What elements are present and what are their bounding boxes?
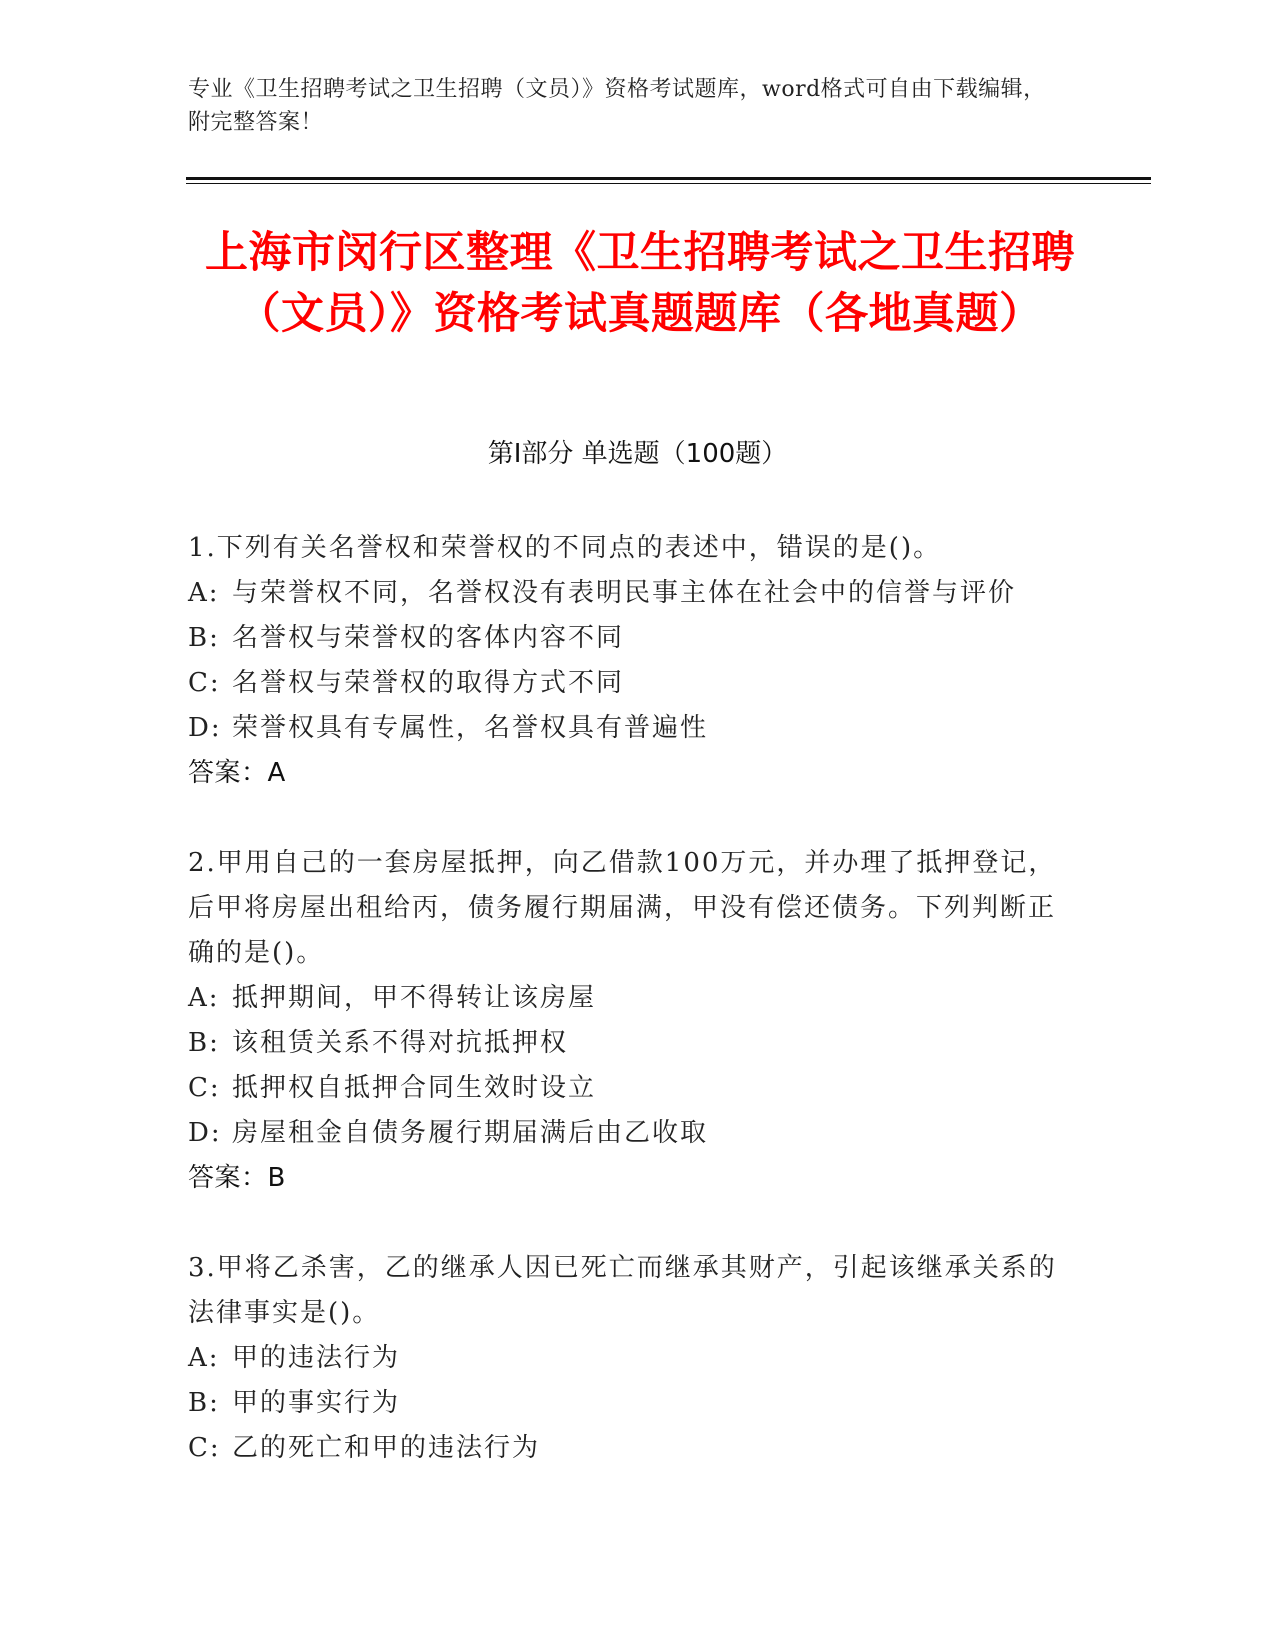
option-b: [188, 1021, 1058, 1066]
option-text: 房屋租金自债务履行期届满后由乙收取: [232, 1118, 709, 1148]
header-divider-thick: [186, 177, 1151, 180]
option-letter: D:: [188, 713, 222, 743]
option-text: 乙的死亡和甲的违法行为: [232, 1433, 541, 1463]
option-text: 抵押期间，甲不得转让该房屋: [232, 983, 597, 1013]
option-text: 荣誉权具有专属性，名誉权具有普遍性: [232, 713, 709, 743]
option-b: [188, 616, 1058, 661]
section-heading: 第Ⅰ部分 单选题（100题）: [487, 439, 788, 469]
option-c: [188, 1066, 1058, 1111]
question-item: [188, 1246, 1058, 1471]
option-a: [188, 571, 1058, 616]
option-letter: B:: [188, 623, 220, 653]
option-text: 抵押权自抵押合同生效时设立: [232, 1073, 597, 1103]
option-text: 该租赁关系不得对抗抵押权: [232, 1028, 569, 1058]
option-letter: A:: [188, 578, 220, 608]
answer-line: 答案：A: [188, 758, 286, 788]
option-text: 与荣誉权不同，名誉权没有表明民事主体在社会中的信誉与评价: [232, 578, 1017, 608]
option-c: [188, 1426, 1058, 1471]
option-a: [188, 1336, 1058, 1381]
document-title: 上海市闵行区整理《卫生招聘考试之卫生招聘（文员）》资格考试真题题库（各地真题）: [205, 228, 1075, 339]
option-b: [188, 1381, 1058, 1426]
option-letter: A:: [188, 1343, 220, 1373]
option-text: 名誉权与荣誉权的客体内容不同: [232, 623, 625, 653]
option-letter: C:: [188, 1073, 221, 1103]
question-item: [188, 841, 1058, 1201]
question-stem: 3.甲将乙杀害，乙的继承人因已死亡而继承其财产，引起该继承关系的法律事实是()。: [188, 1253, 1057, 1328]
option-text: 甲的事实行为: [232, 1388, 401, 1418]
option-letter: B:: [188, 1388, 220, 1418]
option-a: [188, 976, 1058, 1021]
option-letter: C:: [188, 1433, 221, 1463]
option-letter: B:: [188, 1028, 220, 1058]
option-c: [188, 661, 1058, 706]
option-d: [188, 706, 1058, 751]
option-d: [188, 1111, 1058, 1156]
answer-line: 答案：B: [188, 1163, 286, 1193]
question-stem: 2.甲用自己的一套房屋抵押，向乙借款100万元，并办理了抵押登记，后甲将房屋出租给丙，债务履行期届满，甲没有偿还债务。下列判断正确的是()。: [188, 848, 1057, 968]
option-letter: C:: [188, 668, 221, 698]
question-list: [188, 526, 1058, 1516]
option-text: 甲的违法行为: [232, 1343, 401, 1373]
option-letter: D:: [188, 1118, 222, 1148]
option-letter: A:: [188, 983, 220, 1013]
option-text: 名誉权与荣誉权的取得方式不同: [232, 668, 625, 698]
question-item: [188, 526, 1058, 796]
header-divider-thin: [186, 183, 1151, 184]
header-note: 专业《卫生招聘考试之卫生招聘（文员）》资格考试题库，word格式可自由下载编辑，附完整答案！: [188, 77, 1046, 135]
question-stem: 1.下列有关名誉权和荣誉权的不同点的表述中，错误的是()。: [188, 533, 942, 563]
